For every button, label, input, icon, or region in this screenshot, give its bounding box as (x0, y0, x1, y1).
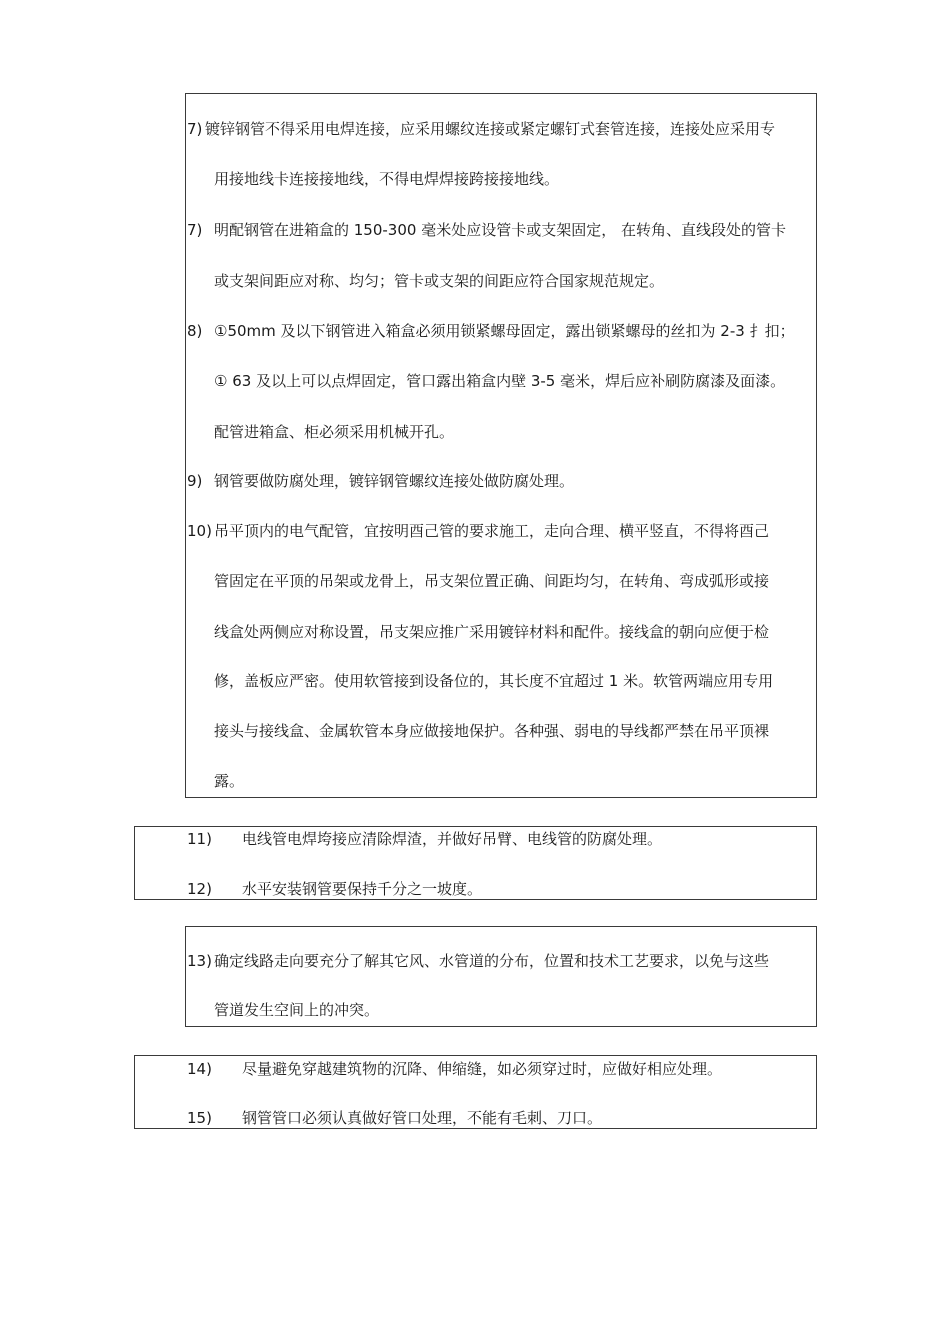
item-number: 8) (187, 322, 203, 340)
item-number: 7) (187, 221, 203, 239)
item-text-line: 钢管管口必须认真做好管口处理，不能有毛刺、刀口。 (242, 1109, 603, 1127)
item-text-line: 露。 (214, 772, 245, 790)
item-text-line: 确定线路走向要充分了解其它风、水管道的分布，位置和技术工艺要求，以免与这些 (214, 952, 770, 970)
item-text-line: 配管进箱盒、柜必须采用机械开孔。 (214, 423, 455, 441)
item-text-line: 明配钢管在进箱盒的 150-300 毫米处应设管卡或支架固定， 在转角、直线段处的管卡 (214, 221, 786, 239)
item-number: 10) (187, 522, 212, 540)
item-text-line: 镀锌钢管不得采用电焊连接，应采用螺纹连接或紧定螺钉式套管连接，连接处应采用专 (205, 120, 776, 138)
item-number: 15) (187, 1109, 212, 1127)
item-text-line: 管道发生空间上的冲突。 (214, 1001, 380, 1019)
section-box-1 (185, 93, 817, 798)
item-number: 13) (187, 952, 212, 970)
item-text-line: 吊平顶内的电气配管，宜按明酉己管的要求施工，走向合理、横平竖直，不得将酉己 (214, 522, 770, 540)
item-number: 7) (187, 120, 203, 138)
item-text-line: ① 63 及以上可以点焊固定，管口露出箱盒内壁 3-5 毫米，焊后应补刷防腐漆及面漆。 (214, 372, 786, 390)
item-text-line: 或支架间距应对称、均匀；管卡或支架的间距应符合国家规范规定。 (214, 272, 665, 290)
item-text-line: 线盒处两侧应对称设置，吊支架应推广采用镀锌材料和配件。接线盒的朝向应便于检 (214, 623, 770, 641)
item-text-line: 修，盖板应严密。使用软管接到设备位的，其长度不宜超过 1 米。软管两端应用专用 (214, 672, 774, 690)
item-text-line: 用接地线卡连接接地线，不得电焊焊接跨接接地线。 (214, 170, 560, 188)
item-number: 11) (187, 830, 212, 848)
item-number: 9) (187, 472, 203, 490)
item-text-line: ①50mm 及以下钢管进入箱盒必须用锁紧螺母固定，露出锁紧螺母的丝扣为 2-3 扌扣； (214, 322, 795, 340)
item-text-line: 电线管电焊垮接应清除焊渣，并做好吊臂、电线管的防腐处理。 (242, 830, 663, 848)
item-text-line: 接头与接线盒、金属软管本身应做接地保护。各种强、弱电的导线都严禁在吊平顶裸 (214, 722, 770, 740)
item-text-line: 尽量避免穿越建筑物的沉降、伸缩缝，如必须穿过时，应做好相应处理。 (242, 1060, 723, 1078)
item-text-line: 水平安装钢管要保持千分之一坡度。 (242, 880, 483, 898)
item-text-line: 钢管要做防腐处理，镀锌钢管螺纹连接处做防腐处理。 (214, 472, 575, 490)
item-text-line: 管固定在平顶的吊架或龙骨上，吊支架位置正确、间距均匀，在转角、弯成弧形或接 (214, 572, 770, 590)
item-number: 12) (187, 880, 212, 898)
item-number: 14) (187, 1060, 212, 1078)
